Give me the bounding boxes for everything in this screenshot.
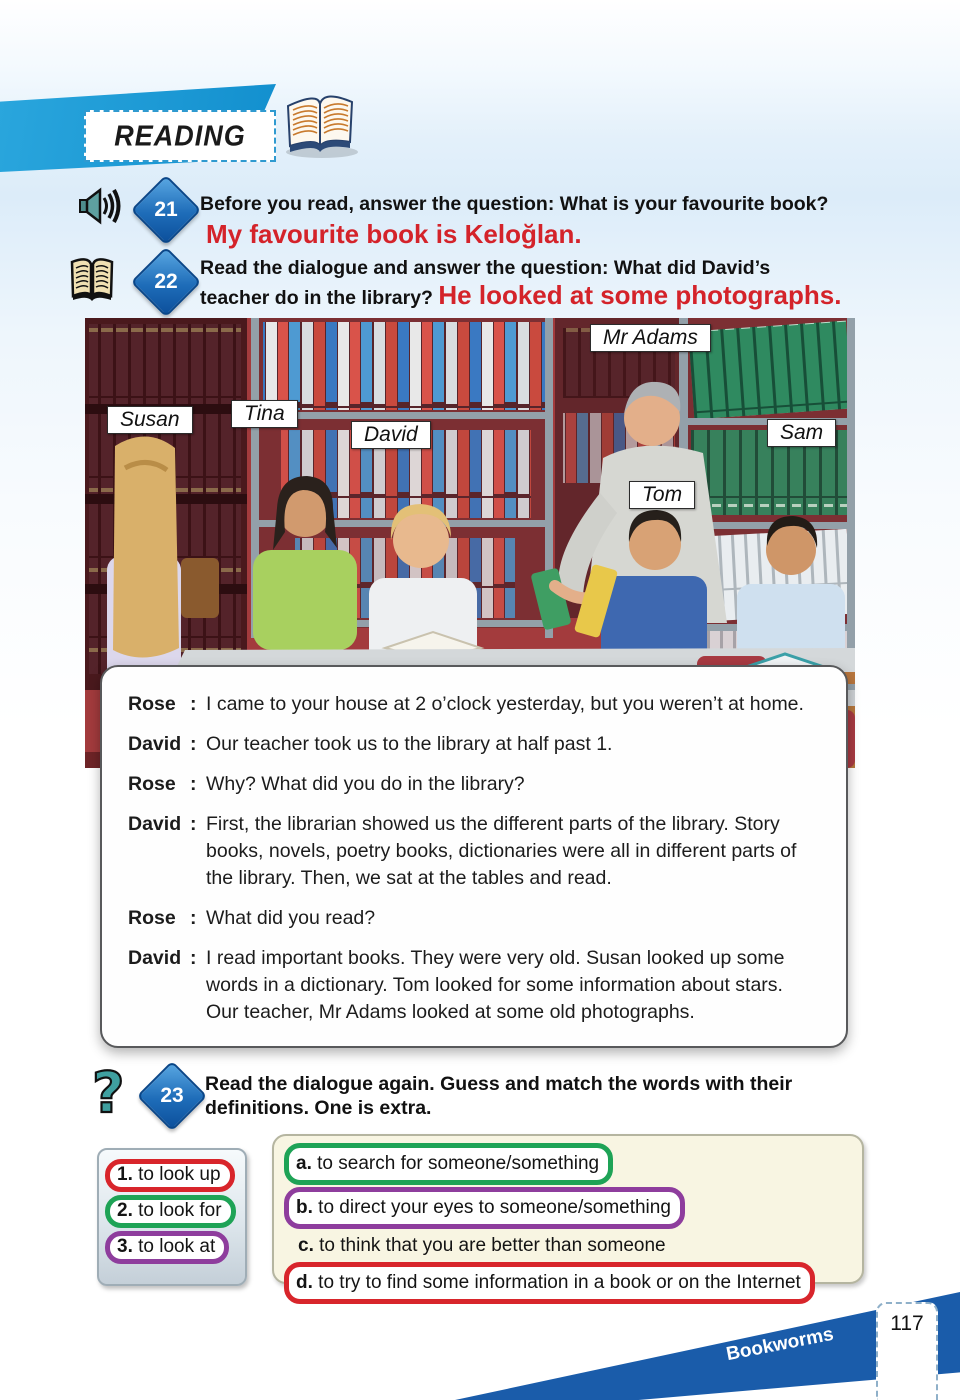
term-text: to look for bbox=[132, 1200, 222, 1221]
exercise-22-prompt-line2: teacher do in the library? bbox=[200, 287, 439, 309]
exercise-23-prompt-line1: Read the dialogue again. Guess and match the words with their bbox=[205, 1073, 793, 1095]
term-text: to look up bbox=[132, 1164, 221, 1185]
dialogue-text: I came to your house at 2 o’clock yesterday, but you weren’t at home. bbox=[206, 693, 804, 715]
footer-brand: Bookworms bbox=[724, 1323, 836, 1366]
speaker-name: Rose bbox=[128, 773, 176, 795]
dialogue-line bbox=[128, 945, 820, 1026]
exercise-number: 21 bbox=[154, 198, 178, 221]
dialogue-line bbox=[128, 811, 820, 892]
definition-c-line bbox=[284, 1230, 862, 1261]
definition-letter: b. bbox=[296, 1197, 313, 1218]
definition-text: to direct your eyes to someone/something bbox=[312, 1197, 671, 1218]
exercise-23-number-badge bbox=[137, 1061, 208, 1132]
exercise-21-prompt: Before you read, answer the question: What is your favourite book? bbox=[200, 193, 829, 215]
matching-definitions-box bbox=[272, 1134, 864, 1293]
speaker-name: Rose bbox=[128, 693, 176, 715]
matching-terms-box bbox=[97, 1148, 247, 1286]
definition-letter: a. bbox=[296, 1153, 312, 1174]
dialogue-line bbox=[128, 691, 820, 718]
definition-a-pill bbox=[284, 1143, 613, 1185]
open-book-icon bbox=[278, 88, 362, 165]
dialogue-box bbox=[100, 665, 848, 1048]
reading-title-box bbox=[84, 110, 276, 162]
colon: : bbox=[190, 813, 197, 835]
dialogue-line bbox=[128, 771, 820, 798]
definition-letter: c. bbox=[298, 1235, 314, 1256]
dialogue-text: Why? What did you do in the library? bbox=[206, 773, 525, 795]
speaker-name: David bbox=[128, 733, 182, 755]
exercise-number: 22 bbox=[154, 270, 178, 293]
photo-label-tom: Tom bbox=[629, 481, 695, 509]
open-book-icon bbox=[68, 254, 116, 309]
definition-letter: d. bbox=[296, 1272, 313, 1293]
colon: : bbox=[190, 773, 197, 795]
speaker-icon bbox=[78, 186, 122, 231]
dialogue-text: Our teacher took us to the library at half past 1. bbox=[206, 733, 613, 755]
definition-text: to try to find some information in a book or on the Internet bbox=[312, 1272, 801, 1293]
exercise-21-answer: My favourite book is Keloğlan. bbox=[206, 219, 582, 249]
term-3-pill bbox=[105, 1231, 229, 1264]
page-number-box bbox=[876, 1302, 938, 1400]
page-title: READING bbox=[114, 119, 246, 152]
exercise-22-answer: He looked at some photographs. bbox=[438, 280, 842, 310]
definition-b-pill bbox=[284, 1187, 685, 1229]
term-1-pill bbox=[105, 1159, 235, 1192]
colon: : bbox=[190, 733, 197, 755]
photo-label-sam: Sam bbox=[767, 419, 836, 447]
term-2-pill bbox=[105, 1195, 236, 1228]
term-number: 2. bbox=[117, 1200, 133, 1221]
colon: : bbox=[190, 947, 197, 969]
dialogue-line bbox=[128, 731, 820, 758]
speaker-name: Rose bbox=[128, 907, 176, 929]
colon: : bbox=[190, 693, 197, 715]
term-number: 1. bbox=[117, 1164, 133, 1185]
photo-label-david: David bbox=[351, 421, 431, 449]
exercise-number: 23 bbox=[160, 1084, 184, 1107]
dialogue-text: I read important books. They were very old. Susan looked up some words in a dictionary. Tom looked for some information about stars. Our teacher, Mr Adams looked at some old photographs. bbox=[206, 947, 785, 1023]
page-number: 117 bbox=[890, 1312, 924, 1335]
photo-label-susan: Susan bbox=[107, 406, 193, 434]
dialogue-line bbox=[128, 905, 820, 932]
speaker-name: David bbox=[128, 947, 182, 969]
exercise-22-number-badge bbox=[131, 247, 202, 318]
photo-label-mr-adams: Mr Adams bbox=[590, 324, 711, 352]
definition-d-pill bbox=[284, 1262, 815, 1304]
definition-text: to search for someone/something bbox=[311, 1153, 600, 1174]
exercise-21-number-badge bbox=[131, 175, 202, 246]
photo-label-tina: Tina bbox=[231, 400, 298, 428]
colon: : bbox=[190, 907, 197, 929]
speaker-name: David bbox=[128, 813, 182, 835]
exercise-22-prompt-line1: Read the dialogue and answer the question: What did David’s bbox=[200, 257, 771, 279]
term-text: to look at bbox=[132, 1236, 216, 1257]
svg-text:?: ? bbox=[92, 1062, 125, 1126]
question-mark-icon bbox=[84, 1062, 136, 1131]
term-number: 3. bbox=[117, 1236, 133, 1257]
dialogue-text: What did you read? bbox=[206, 907, 376, 929]
exercise-23-prompt-line2: definitions. One is extra. bbox=[205, 1097, 432, 1119]
definition-text: to think that you are better than someone bbox=[313, 1235, 666, 1256]
dialogue-text: First, the librarian showed us the different parts of the library. Story books, novels, poetry books, dictionaries were all in different parts of the library. Then, we sat at the tables and read. bbox=[206, 813, 797, 889]
